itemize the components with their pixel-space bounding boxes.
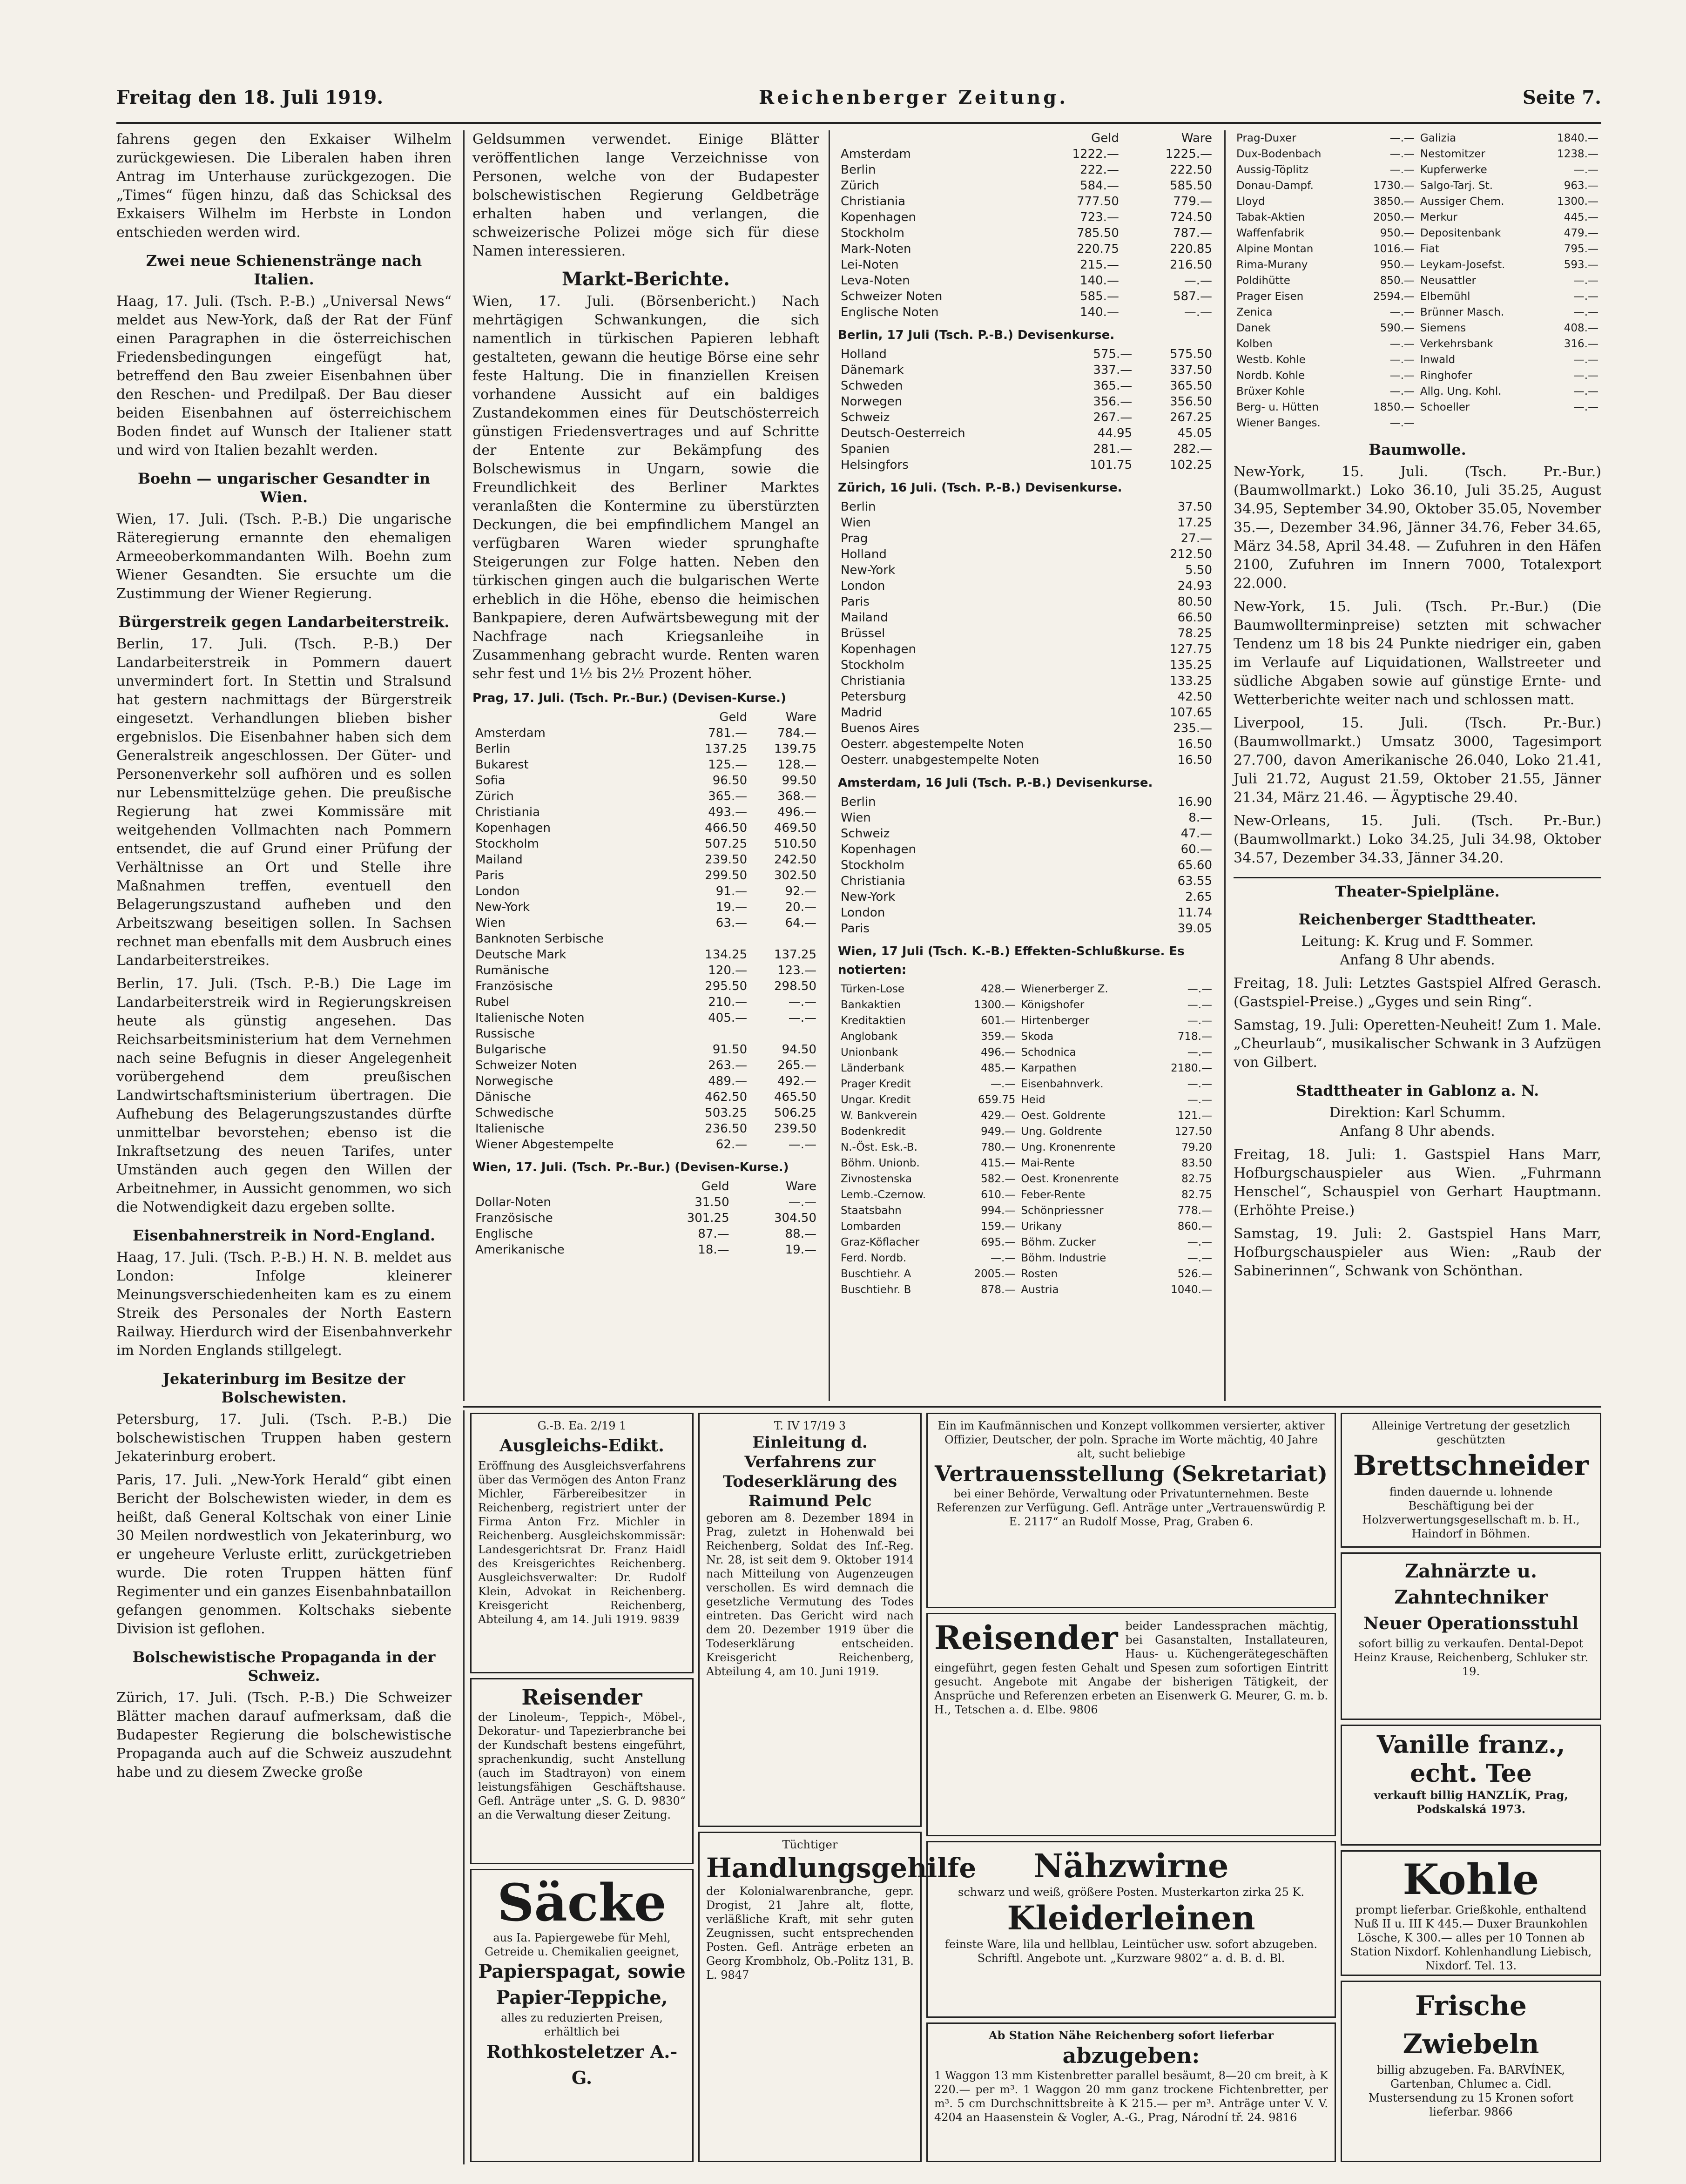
header-date: Freitag den 18. Juli 1919. <box>116 87 384 108</box>
quote-table: Geld Ware Dollar-Noten 31.50 —.— Französische 301.25 304.50 Englische 87.— 88.— Amerikanische 18.— 19.— <box>472 1179 819 1258</box>
ad-reisender-eisenwerk: Reisender beider Landessprachen mächtig, bei Gasanstalten, Installateuren, Haus- u. Küchengerätegeschäften eingeführt, gegen festen Gehalt und Spesen zum sofortigen Eintritt gesucht. Angebote mit Angabe der bisherigen Tätigkeit, der Ansprüche und Referenzen erbeten an Eisenwerk G. Meurer, G. m. b. H., Tetschen a. d. Elbe. 9806 <box>926 1613 1336 1836</box>
quote-row: Böhm. Unionb. 415.— Mai-Rente 83.50 <box>841 1157 1212 1169</box>
quote-row: Donau-Dampf. 1730.— Salgo-Tarj. St. 963.— <box>1236 180 1598 192</box>
quote-row: Oesterr. unabgestempelte Noten 16.50 <box>841 753 1212 767</box>
column-stocks-theater <box>1234 130 1601 1406</box>
quote-table <box>838 346 1215 473</box>
quote-table: Geld Ware Amsterdam 781.— 784.— Berlin 137.25 139.75 Bukarest 125.— 128.— Sofia 96.50 99.50 Zürich 365.— 368.— Christiania 493.— 496.— Kopenhagen 466.50 469.50 Stockholm 507.25 510.50 Mailand 239.50 242.50 Paris 299.50 302.50 London 91.— 92.— New-York 19.— 20.— Wien 63.— 64.— Banknoten Serbische Deutsche Mark 134.25 137.25 Rumänische 120.— 123.— Französische 295.50 298.50 Rubel 210.— —.— Italienische Noten 405.— —.— Russische Bulgarische 91.50 94.50 Schweizer Noten 263.— 265.— Norwegische 489.— 492.— Dänische 462.50 465.50 Schwedische 503.25 506.25 Italienische 236.50 239.50 Wiener Abgestempelte 62.— —.— <box>472 709 819 1153</box>
quote-row: Dollar-Noten 31.50 —.— <box>475 1195 816 1209</box>
quote-row: Banknoten Serbische <box>475 932 604 946</box>
theater-direction: Leitung: K. Krug und F. Sommer. <box>1301 933 1534 950</box>
quote-row: Bukarest 125.— 128.— <box>475 758 816 772</box>
quote-row: Holland 575.— 575.50 <box>841 347 1212 361</box>
spacer <box>926 2022 1336 2023</box>
quote-row: Berg- u. Hütten 1850.— Schoeller —.— <box>1236 401 1598 413</box>
header-page: Seite 7. <box>1522 87 1601 108</box>
quote-row: Deutsche Mark 134.25 137.25 <box>475 948 816 962</box>
theater-program: Freitag, 18. Juli: 1. Gastspiel Hans Marr, Hofburgschauspieler aus Wien. „Fuhrmann Henschel“, Schauspiel von Gerhart Hauptmann. (Erhöhte Preise.) <box>1234 1146 1601 1219</box>
ad-handlungsgehilfe: Tüchtiger Handlungsgehilfe der Kolonialwarenbranche, gepr. Drogist, 21 Jahre alt, flotte, verläßliche Kraft, mit sehr guten Zeugnissen, sucht entsprechenden Posten. Gefl. Anträge erbeten an Georg Krombholz, Ob.-Politz 131, B. L. 9847 <box>698 1832 922 2162</box>
quote-row: Paris 299.50 302.50 <box>475 869 816 883</box>
quote-row: Schweden 365.— 365.50 <box>841 379 1212 393</box>
quote-row: Leva-Noten 140.— —.— <box>841 274 1212 288</box>
quote-row: Brüxer Kohle —.— Allg. Ung. Kohl. —.— <box>1236 385 1598 398</box>
ad-todeserklaerung: T. IV 17/19 3 Einleitung d. Verfahrens zur Todeserklärung des Raimund Pelc geboren am 8. Dezember 1894 in Prag, zuletzt in Hohenwald bei Reichenberg, Soldat des Inf.-Reg. Nr. 28, ist seit dem 9. Oktober 1914 nach Mitteilung von Augenzeugen verschollen. Es wird demnach die gesetzliche Vermutung des Todes eintreten. Das Gericht wird nach dem 20. Dezember 1919 über die Todeserklärung entscheiden. Kreisgericht Reichenberg, Abteilung 4, am 10. Juni 1919. <box>698 1413 922 1827</box>
quote-row: Rima-Murany 950.— Leykam-Josefst. 593.— <box>1236 259 1598 271</box>
theater-program: Freitag, 18. Juli: Letztes Gastspiel Alfred Gerasch. (Gastspiel-Preise.) „Gyges und sein Ring“. <box>1234 975 1601 1010</box>
quote-row: Englische Noten 140.— —.— <box>841 305 1212 319</box>
header-title: Reichenberger Zeitung. <box>759 87 1069 108</box>
ad-zahnaerzte: Zahnärzte u. Zahntechniker Neuer Operationsstuhl sofort billig zu verkaufen. Dental-Depot Heinz Krause, Reichenberg, Schluker str. 19. <box>1341 1552 1601 1720</box>
quote-row: Stockholm 135.25 <box>841 658 1212 672</box>
quote-row: Mailand 239.50 242.50 <box>475 853 816 867</box>
ad-abzugeben: Ab Station Nähe Reichenberg sofort lieferbar abzugeben: 1 Waggon 13 mm Kistenbretter parallel besäumt, 8—20 cm breit, à K 220.— per m³. 1 Waggon 20 mm ganz trockene Fichtenbretter, per m³. 5 cm Durchschnittsbreite à K 215.— per m³. Anträge unter V. V. 4204 an Haasenstein & Vogler, A.-G., Prag, Národní tř. 24. 9816 <box>926 2022 1336 2162</box>
quote-row: Stockholm 785.50 787.— <box>841 226 1212 240</box>
ad-kohle: Kohle prompt lieferbar. Grießkohle, enthaltend Nuß II u. III K 445.— Duxer Braunkohlen Lösche, K 300.— alles per 10 Tonnen ab Station Nixdorf. Kohlenhandlung Liebisch, Nixdorf. Tel. 13. <box>1341 1850 1601 1976</box>
quote-row: Kreditaktien 601.— Hirtenberger —.— <box>841 1015 1212 1027</box>
quote-row: Zenica —.— Brünner Masch. —.— <box>1236 306 1598 318</box>
quote-row: Buenos Aires 235.— <box>841 721 1212 735</box>
ad-vanille-tee: Vanille franz., echt. Tee verkauft billig HANZLÍK, Prag, Podskalská 1973. <box>1341 1725 1601 1846</box>
quote-row: Graz-Köflacher 695.— Böhm. Zucker —.— <box>841 1236 1212 1248</box>
quote-row: Wiener Abgestempelte 62.— —.— <box>475 1138 816 1152</box>
article-text: New-York, 15. Juli. (Tsch. Pr.-Bur.) (Baumwollmarkt.) Loko 36.10, Juli 35.25, August 34.95, September 34.90, Oktober 35.05, November 35.—, Dezember 34.96, Jänner 34.76, Feber 34.65, März 34.58, April 34.48. — Zufuhren in den Häfen 2100, Zufuhren im Innern 7000, Totalexport 22.000. <box>1234 464 1601 592</box>
page-header <box>116 87 1601 116</box>
quote-row: Englische 87.— 88.— <box>475 1227 816 1241</box>
quote-row: Stockholm 507.25 510.50 <box>475 837 816 851</box>
quote-row: Westb. Kohle —.— Inwald —.— <box>1236 354 1598 366</box>
quote-row: Prag-Duxer —.— Galizia 1840.— <box>1236 132 1598 144</box>
quote-row: Unionbank 496.— Schodnica —.— <box>841 1046 1212 1058</box>
header-rule <box>116 122 1601 124</box>
quote-row: Zürich 584.— 585.50 <box>841 179 1212 193</box>
quote-row: Kopenhagen 466.50 469.50 <box>475 821 816 835</box>
quote-row: Länderbank 485.— Karpathen 2180.— <box>841 1062 1212 1074</box>
quote-row: Dänemark 337.— 337.50 <box>841 363 1212 377</box>
quote-row: Amsterdam 1222.— 1225.— <box>841 147 1212 161</box>
theater-direction: Direktion: Karl Schumm. <box>1329 1105 1506 1121</box>
quote-row: Kopenhagen 60.— <box>841 843 1212 856</box>
quote-heading: Wien, 17 Juli (Tsch. K.-B.) Effekten-Schlußkurse. Es notierten: <box>838 944 1185 977</box>
quote-row: Nordb. Kohle —.— Ringhofer —.— <box>1236 370 1598 382</box>
quote-row: Ferd. Nordb. —.— Böhm. Industrie —.— <box>841 1252 1212 1264</box>
article-text: Zürich, 17. Juli. (Tsch. P.-B.) Die Schweizer Blätter machen darauf aufmerksam, daß die Budapester Regierung die bolschewistische Propaganda auch auf die Schweiz auszudehnt habe und zu diesem Zwecke große <box>116 1690 452 1780</box>
column-exchange <box>838 130 1215 1406</box>
quote-row: Paris 39.05 <box>841 922 1212 936</box>
quote-row: London 11.74 <box>841 906 1212 920</box>
quote-row: Wien 63.— 64.— <box>475 916 816 930</box>
quote-row: Berlin 222.— 222.50 <box>841 163 1212 177</box>
theater-program: Samstag, 19. Juli: Operetten-Neuheit! Zum 1. Male. „Cheurlaub“, musikalischer Schwank in 3 Aufzügen von Gilbert. <box>1234 1017 1601 1071</box>
quote-row: Helsingfors 101.75 102.25 <box>841 458 1212 472</box>
quote-row: Christiania 133.25 <box>841 674 1212 688</box>
quote-row: Madrid 107.65 <box>841 706 1212 720</box>
article-heading: Bolschewistische Propaganda in der Schweiz. <box>132 1648 436 1685</box>
column-divider <box>463 130 465 1401</box>
quote-row: Alpine Montan 1016.— Fiat 795.— <box>1236 243 1598 255</box>
quote-heading: Berlin, 17 Juli (Tsch. P.-B.) Devisenkurse. <box>838 328 1115 342</box>
quote-row: Aussig-Töplitz —.— Kupferwerke —.— <box>1236 164 1598 176</box>
column-divider <box>829 130 830 1401</box>
quote-row: Lombarden 159.— Urikany 860.— <box>841 1220 1212 1233</box>
ad-vertrauensstellung: Ein im Kaufmännischen und Konzept vollkommen versierter, aktiver Offizier, Deutscher, der poln. Sprache im Worte mächtig, 40 Jahre alt, sucht beliebige Vertrauensstellung (Sekretariat) bei einer Behörde, Verwaltung oder Privatunternehmen. Beste Referenzen zur Verfügung. Gefl. Anträge unter „Vertrauenswürdig P. E. 2117“ an Rudolf Mosse, Prag, Graben 6. <box>926 1413 1336 1608</box>
quote-row: Christiania 63.55 <box>841 874 1212 888</box>
article-heading: Bürgerstreik gegen Landarbeiterstreik. <box>118 613 450 631</box>
quote-row: Zürich 365.— 368.— <box>475 789 816 803</box>
column-divider <box>463 1410 465 2164</box>
article-text: Wien, 17. Juli. (Börsenbericht.) Nach mehrtägigen Schwankungen, die sich namentlich in türkischen Papieren lebhaft gestalteten, gewann die heutige Börse eine sehr feste Haltung. Die in finanziellen Kreisen vorhandene Aussicht auf ein baldiges Zustandekommen eines für Deutschösterreich günstigen Friedensvertrages und auf Schritte der Entente zur Bekämpfung des Bolschewismus in Ungarn, sowie die Freundlichkeit des Berliner Marktes veranlaßten die Kontermine zu überstürzten Deckungen, die bei empfindlichem Mangel an verfügbaren Waren wieder sprunghafte Steigerungen zur Folge hatten. Neben den türkischen gingen auch die bulgarischen Werte erheblich in die Höhe, ebenso die heimischen Bankpapiere, deren Aufwärtsbewegung mit der Nachfrage nach Kriegsanleihe in Zusammenhang gebracht wurde. Renten waren sehr fest und 1½ bis 2½ Prozent höher. <box>472 293 819 682</box>
theater-heading: Stadttheater in Gablonz a. N. <box>1295 1082 1539 1099</box>
quote-row: Waffenfabrik 950.— Depositenbank 479.— <box>1236 227 1598 239</box>
quote-row: Schwedische 503.25 506.25 <box>475 1106 816 1120</box>
quote-row: Oesterr. abgestempelte Noten 16.50 <box>841 737 1212 751</box>
article-heading: Zwei neue Schienenstränge nach Italien. <box>146 252 422 288</box>
article-heading: Eisenbahnerstreik in Nord-England. <box>133 1227 435 1244</box>
quote-row: Norwegische 489.— 492.— <box>475 1074 816 1088</box>
quote-row: Staatsbahn 994.— Schönpriessner 778.— <box>841 1205 1212 1217</box>
article-text: Haag, 17. Juli. (Tsch. P.-B.) „Universal News“ meldet aus New-York, daß der Rat der Fünf einen Paragraphen in die österreichischen Friedensbedingungen eingefügt hat, betreffend den Bau zweier Eisenbahnen über den Reschen- und Predilpaß. Der Bau dieser beiden Eisenbahnen auf österreichischem Boden findet auf Wunsch der Italiener statt und wird von Italien bezahlt werden. <box>116 293 452 458</box>
quote-row: Spanien 281.— 282.— <box>841 442 1212 456</box>
article-text: Berlin, 17. Juli. (Tsch. P.-B.) Die Lage im Landarbeiterstreik wird in Regierungskreisen heute als günstig angesehen. Das Reichsarbeitsministerium hat dem Vernehmen nach seine Befugnis in dieser Angelegenheit vorübergehend dem preußischen Landwirtschaftsministerium übertragen. Die Aufhebung des Belagerungszustandes dürfte unmittelbar bevorstehen; ebenso ist die Inkraftsetzung des neuen Tarifes, unter Umständen auch gegen den Willen der Arbeitnehmer, in Aussicht genommen, wo sich die Notwendigkeit dazu ergeben sollte. <box>116 976 452 1215</box>
quote-row: Stockholm 65.60 <box>841 858 1212 872</box>
article-text: New-Orleans, 15. Juli. (Tsch. Pr.-Bur.) (Baumwollmarkt.) Loko 34.25, Juli 34.98, Oktober 34.57, Dezember 34.33, Jänner 34.20. <box>1234 813 1601 866</box>
quote-row: Dux-Bodenbach —.— Nestomitzer 1238.— <box>1236 148 1598 160</box>
quote-row: Berlin 16.90 <box>841 795 1212 809</box>
quote-row: Bankaktien 1300.— Königshofer —.— <box>841 999 1212 1011</box>
quote-table <box>1234 130 1601 431</box>
theater-program: Samstag, 19. Juli: 2. Gastspiel Hans Marr, Hofburgschauspieler aus Wien: „Raub der Sabinerinnen“, Schwank von Schönthan. <box>1234 1226 1601 1279</box>
article-text: fahrens gegen den Exkaiser Wilhelm zurückgewiesen. Die Liberalen haben ihren Antrag im Unterhause zurückgezogen. Die „Times“ fügen hinzu, daß das Schicksal des Exkaisers Wilhelm im Herbste in London entschieden werden wird. <box>116 131 452 241</box>
quote-row: N.-Öst. Esk.-B. 780.— Ung. Kronenrente 79.20 <box>841 1141 1212 1153</box>
quote-row: Tabak-Aktien 2050.— Merkur 445.— <box>1236 211 1598 223</box>
quote-row: New-York 19.— 20.— <box>475 900 816 914</box>
ad-naehzwirne: Nähzwirne schwarz und weiß, größere Posten. Musterkarton zirka 25 K. Kleiderleinen feinste Ware, lila und hellblau, Leintücher usw. sofort abzugeben. Schriftl. Angebote unt. „Kurzware 9802“ a. d. B. d. Bl. <box>926 1841 1336 2018</box>
quote-row: Sofia 96.50 99.50 <box>475 774 816 788</box>
quote-heading: Wien, 17. Juli. (Tsch. Pr.-Bur.) (Devisen-Kurse.) <box>472 1160 789 1174</box>
column-market <box>472 130 819 1406</box>
article-text: New-York, 15. Juli. (Tsch. Pr.-Bur.) (Die Baumwollterminpreise) setzten mit schwacher Tendenz um 18 bis 24 Punkte niedriger ein, gaben im Verlaufe auf Liquidationen, Wallstreeter und südliche Abgaben sowie auf günstige Ernte- und Wetterberichte weiter nach und schlossen matt. <box>1234 599 1601 708</box>
quote-row: Kopenhagen 723.— 724.50 <box>841 210 1212 224</box>
quote-row: Deutsch-Oesterreich 44.95 45.05 <box>841 426 1212 440</box>
quote-row: Paris 80.50 <box>841 595 1212 609</box>
quote-row: Buschtiehr. A 2005.— Rosten 526.— <box>841 1268 1212 1280</box>
quote-row: Schweiz 47.— <box>841 827 1212 841</box>
article-text: Haag, 17. Juli. (Tsch. P.-B.) H. N. B. meldet aus London: Infolge kleinerer Meinungsverschiedenheiten kam es zu einem Streik des Personales der North Eastern Railway. Hierdurch wird der Eisenbahnverkehr im Norden Englands stillgelegt. <box>116 1249 452 1359</box>
quote-row: Poldihütte 850.— Neusattler —.— <box>1236 275 1598 287</box>
quote-row: London 91.— 92.— <box>475 884 816 898</box>
quote-heading: Prag, 17. Juli. (Tsch. Pr.-Bur.) (Devisen-Kurse.) <box>472 691 786 705</box>
section-heading: Theater-Spielpläne. <box>1234 877 1601 901</box>
quote-row: Wien 17.25 <box>841 516 1212 530</box>
quote-row: New-York 2.65 <box>841 890 1212 904</box>
quote-row: Rumänische 120.— 123.— <box>475 964 816 977</box>
quote-row: Bodenkredit 949.— Ung. Goldrente 127.50 <box>841 1126 1212 1138</box>
quote-row: Wien 8.— <box>841 811 1212 825</box>
article-text: Petersburg, 17. Juli. (Tsch. P.-B.) Die bolschewistischen Truppen haben gestern Jekaterinburg erobert. <box>116 1411 452 1465</box>
article-text: Liverpool, 15. Juli. (Tsch. Pr.-Bur.) (Baumwollmarkt.) Umsatz 3000, Tagesimport 27.700, davon Amerikanische 26.040, Loko 21.41, Juli 21.72, August 21.59, Oktober 21.55, Jänner 21.34, März 21.46. — Ägyptische 29.40. <box>1234 715 1601 806</box>
quote-row: Schweizer Noten 585.— 587.— <box>841 290 1212 303</box>
quote-table <box>838 981 1215 1298</box>
article-text: Paris, 17. Juli. „New-York Herald“ gibt einen Bericht der Bolschewisten wieder, in dem es heißt, daß General Koltschak von einer Linie 30 Meilen nordwestlich von Jekaterinburg, wo er ungeheure Verluste erlitt, zurückgetrieben wurde. Die roten Truppen hätten fünf Regimenter und ein ganzes Eisenbahnbataillon gefangen genommen. Koltschaks siebente Division ist geflohen. <box>116 1472 452 1637</box>
quote-row: Buschtiehr. B 878.— Austria 1040.— <box>841 1284 1212 1296</box>
ad-brettschneider: Alleinige Vertretung der gesetzlich geschützten Brettschneider finden dauernde u. lohnende Beschäftigung bei der Holzverwertungsgesellschaft m. b. H., Haindorf in Böhmen. <box>1341 1413 1601 1548</box>
ad-saecke: Säcke aus Ia. Papiergewebe für Mehl, Getreide u. Chemikalien geeignet, Papierspagat, sowie Papier-Teppiche, alles zu reduzierten Preisen, erhältlich bei Rothkosteletzer A.-G. <box>470 1869 694 2162</box>
quote-row: Italienische 236.50 239.50 <box>475 1122 816 1136</box>
theater-start: Anfang 8 Uhr abends. <box>1340 1123 1495 1139</box>
section-heading: Markt-Berichte. <box>562 268 730 290</box>
column-divider <box>1224 130 1226 1401</box>
quote-row: Französische 295.50 298.50 <box>475 979 816 993</box>
ad-ausgleichs-edikt: G.-B. Ea. 2/19 1 Ausgleichs-Edikt. Eröffnung des Ausgleichsverfahrens über das Vermögen des Anton Franz Michler, Färbereibesitzer in Reichenberg, registriert unter der Firma Anton Frz. Michler in Reichenberg. Ausgleichskommissär: Landesgerichtsrat Dr. Franz Haidl des Kreisgerichtes Reichenberg. Ausgleichsverwalter: Dr. Rudolf Klein, Advokat in Reichenberg. Kreisgericht Reichenberg, Abteilung 4, am 14. Juli 1919. 9839 <box>470 1413 694 1673</box>
ad-reisender-linoleum: Reisender der Linoleum-, Teppich-, Möbel-, Dekoratur- und Tapezierbranche bei der Kundschaft bestens eingeführt, sprachenkundig, sucht Anstellung (auch im Stadtrayon) von einem leistungsfähigen Geschäftshause. Gefl. Anträge unter „S. G. D. 9830“ an die Verwaltung dieser Zeitung. <box>470 1678 694 1864</box>
quote-row: Wiener Banges. —.— <box>1236 417 1415 429</box>
quote-row: Mark-Noten 220.75 220.85 <box>841 242 1212 256</box>
quote-row: Norwegen 356.— 356.50 <box>841 395 1212 409</box>
article-heading: Jekaterinburg im Besitze der Bolschewisten. <box>162 1370 405 1406</box>
quote-row: Amerikanische 18.— 19.— <box>475 1243 816 1257</box>
quote-row: Amsterdam 781.— 784.— <box>475 726 816 740</box>
quote-row: Holland 212.50 <box>841 547 1212 561</box>
quote-row: Schweiz 267.— 267.25 <box>841 411 1212 425</box>
quote-row: Prag 27.— <box>841 532 1212 546</box>
quote-table <box>838 794 1215 937</box>
quote-row: Anglobank 359.— Skoda 718.— <box>841 1031 1212 1043</box>
quote-row: Italienische Noten 405.— —.— <box>475 1011 816 1025</box>
article-text: Berlin, 17. Juli. (Tsch. P.-B.) Der Landarbeiterstreik in Pommern dauert unvermindert fort. In Stettin und Stralsund hat gestern nachmittags der Bürgerstreik eingesetzt. Verhandlungen blieben bisher ergebnislos. Die Eisenbahner haben sich dem Generalstreik angeschlossen. Der Güter- und Personenverkehr soll aufhören und es sollen nur Lebensmittelzüge gehen. Die preußische Regierung hat zwei Kommissäre mit weitgehenden Vollmachten nach Pommern entsendet, die auf Grund einer Prüfung der Verhältnisse an Ort und Stelle ihre Maßnahmen treffen, eventuell den Belagerungszustand aufheben und den Arbeitszwang beseitigen sollen. In Sachsen rechnet man ebenfalls mit dem Ausbruch eines Landarbeiterstreikes. <box>116 636 452 969</box>
quote-row: Mailand 66.50 <box>841 611 1212 625</box>
quote-row: Christiania 493.— 496.— <box>475 805 816 819</box>
quote-row: Berlin 137.25 139.75 <box>475 742 816 756</box>
quote-row: Ungar. Kredit 659.75 Heid —.— <box>841 1094 1212 1106</box>
ads-rule <box>463 1406 1601 1408</box>
quote-row: Petersburg 42.50 <box>841 690 1212 704</box>
quote-table: Geld Ware Amsterdam 1222.— 1225.— Berlin 222.— 222.50 Zürich 584.— 585.50 Christiania 777.50 779.— Kopenhagen 723.— 724.50 Stockholm 785.50 787.— Mark-Noten 220.75 220.85 Lei-Noten 215.— 216.50 Leva-Noten 140.— —.— Schweizer Noten 585.— 587.— Englische Noten 140.— —.— <box>838 130 1215 320</box>
quote-row: Kolben —.— Verkehrsbank 316.— <box>1236 338 1598 350</box>
quote-heading: Amsterdam, 16 Juli (Tsch. P.-B.) Devisenkurse. <box>838 776 1153 790</box>
quote-row: Berlin 37.50 <box>841 500 1212 514</box>
article-text: Wien, 17. Juli. (Tsch. P.-B.) Die ungarische Räteregierung ernannte den ehemaligen Armeeoberkommandanten Wilh. Boehn zum Wiener Gesandten. Sie ersuchte um die Zustimmung der Wiener Regierung. <box>116 511 452 602</box>
quote-row: Rubel 210.— —.— <box>475 995 816 1009</box>
article-text: Geldsummen verwendet. Einige Blätter veröffentlichen lange Verzeichnisse von Personen, welche von der Budapester bolschewistischen Regierung Geldbeträge erhalten haben und verlangen, die schweizerische Polizei möge sich für diese Namen interessieren. <box>472 131 819 259</box>
section-heading: Baumwolle. <box>1369 441 1466 458</box>
quote-row: Schweizer Noten 263.— 265.— <box>475 1058 816 1072</box>
ad-zwiebeln: Frische Zwiebeln billig abzugeben. Fa. BARVÍNEK, Gartenban, Chlumec a. Cidl. Mustersendung zu 15 Kronen sofort lieferbar. 9866 <box>1341 1981 1601 2162</box>
quote-row: Prager Kredit —.— Eisenbahnverk. —.— <box>841 1078 1212 1090</box>
theater-start: Anfang 8 Uhr abends. <box>1340 952 1495 968</box>
quote-row: Russische <box>475 1027 535 1041</box>
quote-heading: Zürich, 16 Juli. (Tsch. P.-B.) Devisenkurse. <box>838 481 1122 495</box>
quote-row: Dänische 462.50 465.50 <box>475 1090 816 1104</box>
theater-heading: Reichenberger Stadttheater. <box>1298 910 1537 928</box>
quote-row: Türken-Lose 428.— Wienerberger Z. —.— <box>841 983 1212 995</box>
quote-row: W. Bankverein 429.— Oest. Goldrente 121.— <box>841 1110 1212 1122</box>
quote-row: Christiania 777.50 779.— <box>841 195 1212 209</box>
quote-row: Danek 590.— Siemens 408.— <box>1236 322 1598 334</box>
quote-row: New-York 5.50 <box>841 563 1212 577</box>
quote-row: Lei-Noten 215.— 216.50 <box>841 258 1212 272</box>
quote-row: Kopenhagen 127.75 <box>841 642 1212 656</box>
quote-table <box>838 499 1215 768</box>
quote-row: London 24.93 <box>841 579 1212 593</box>
quote-row: Bulgarische 91.50 94.50 <box>475 1043 816 1057</box>
quote-row: Französische 301.25 304.50 <box>475 1211 816 1225</box>
article-heading: Boehn — ungarischer Gesandter in Wien. <box>138 470 430 506</box>
quote-row: Brüssel 78.25 <box>841 627 1212 640</box>
quote-row: Lemb.-Czernow. 610.— Feber-Rente 82.75 <box>841 1189 1212 1201</box>
column-news <box>116 130 452 2164</box>
quote-row: Zivnostenska 582.— Oest. Kronenrente 82.75 <box>841 1173 1212 1185</box>
quote-row: Lloyd 3850.— Aussiger Chem. 1300.— <box>1236 195 1598 208</box>
quote-row: Prager Eisen 2594.— Elbemühl —.— <box>1236 290 1598 303</box>
